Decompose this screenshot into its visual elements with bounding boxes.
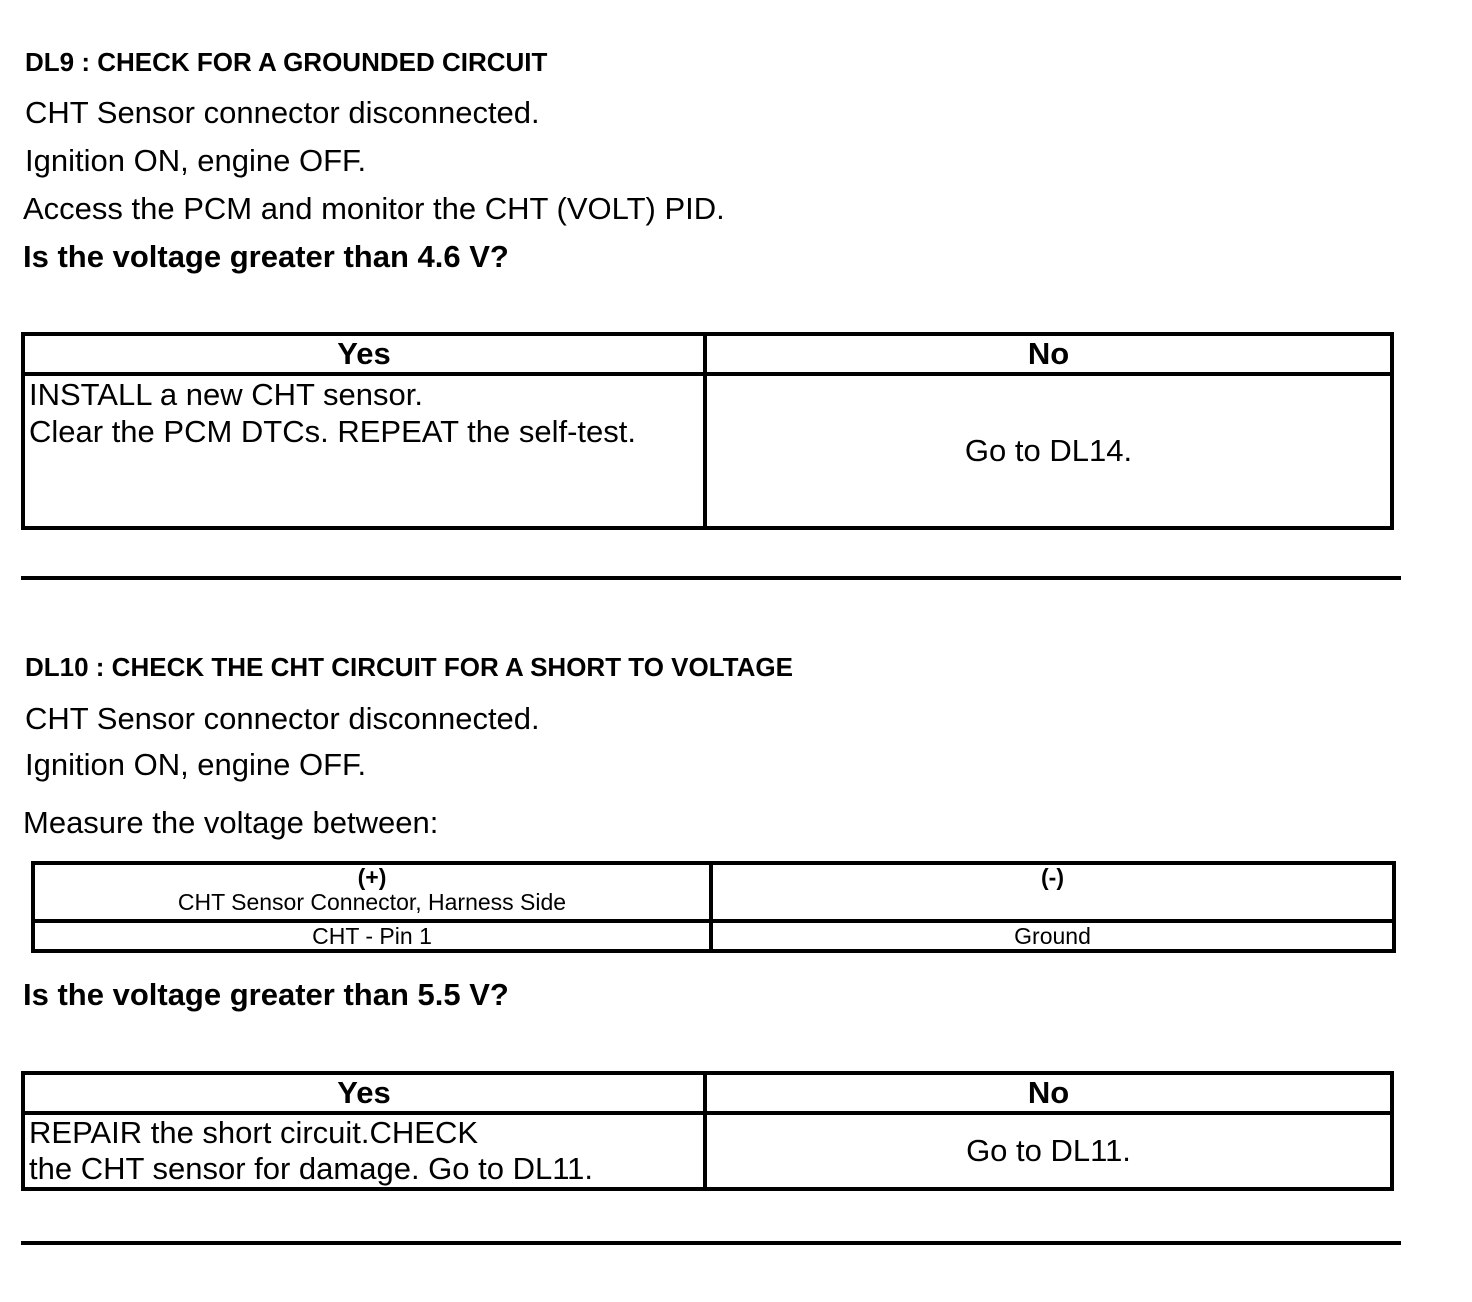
dl9-heading: DL9 : CHECK FOR A GROUNDED CIRCUIT: [25, 47, 548, 77]
dl9-step-3: Access the PCM and monitor the CHT (VOLT) PID.: [23, 191, 725, 226]
measure-plus-sub: CHT Sensor Connector, Harness Side: [177, 889, 567, 915]
dl10-result-table: [21, 1071, 1394, 1191]
dl9-yes-header: Yes: [23, 334, 705, 374]
dl9-step-1: CHT Sensor connector disconnected.: [25, 95, 540, 130]
dl9-no-header: No: [705, 334, 1392, 374]
measure-minus-value: Ground: [711, 921, 1394, 951]
dl10-no-header: No: [705, 1073, 1392, 1113]
dl9-step-2: Ignition ON, engine OFF.: [25, 143, 367, 178]
dl9-result-table: [21, 332, 1394, 530]
dl10-heading: DL10 : CHECK THE CHT CIRCUIT FOR A SHORT TO VOLTAGE: [25, 652, 793, 682]
measure-plus-header: (+): [357, 864, 387, 890]
dl9-yes-line-2: Clear the PCM DTCs. REPEAT the self-test.: [29, 414, 636, 449]
dl9-yes-line-1: INSTALL a new CHT sensor.: [29, 377, 423, 412]
measure-plus-value: CHT - Pin 1: [33, 921, 711, 951]
dl10-step-3: Measure the voltage between:: [23, 805, 439, 840]
measure-minus-header-cell: [711, 863, 1394, 921]
dl9-question: Is the voltage greater than 4.6 V?: [23, 239, 509, 274]
dl10-yes-cell: [23, 1113, 705, 1189]
dl10-yes-header: Yes: [23, 1073, 705, 1113]
dl10-measure-table: [31, 861, 1396, 953]
dl10-step-1: CHT Sensor connector disconnected.: [25, 701, 540, 736]
dl10-no-cell: Go to DL11.: [705, 1113, 1392, 1189]
section-divider-1: [21, 576, 1401, 580]
section-divider-2: [21, 1241, 1401, 1245]
dl9-yes-cell: [23, 374, 705, 528]
dl10-step-2: Ignition ON, engine OFF.: [25, 747, 367, 782]
dl10-yes-line-1: REPAIR the short circuit.CHECK: [29, 1115, 479, 1150]
measure-minus-header: (-): [1041, 864, 1064, 890]
dl10-question: Is the voltage greater than 5.5 V?: [23, 977, 509, 1012]
dl10-yes-line-2: the CHT sensor for damage. Go to DL11.: [29, 1151, 594, 1186]
measure-plus-header-cell: [33, 863, 711, 921]
dl9-no-cell: Go to DL14.: [705, 374, 1392, 528]
